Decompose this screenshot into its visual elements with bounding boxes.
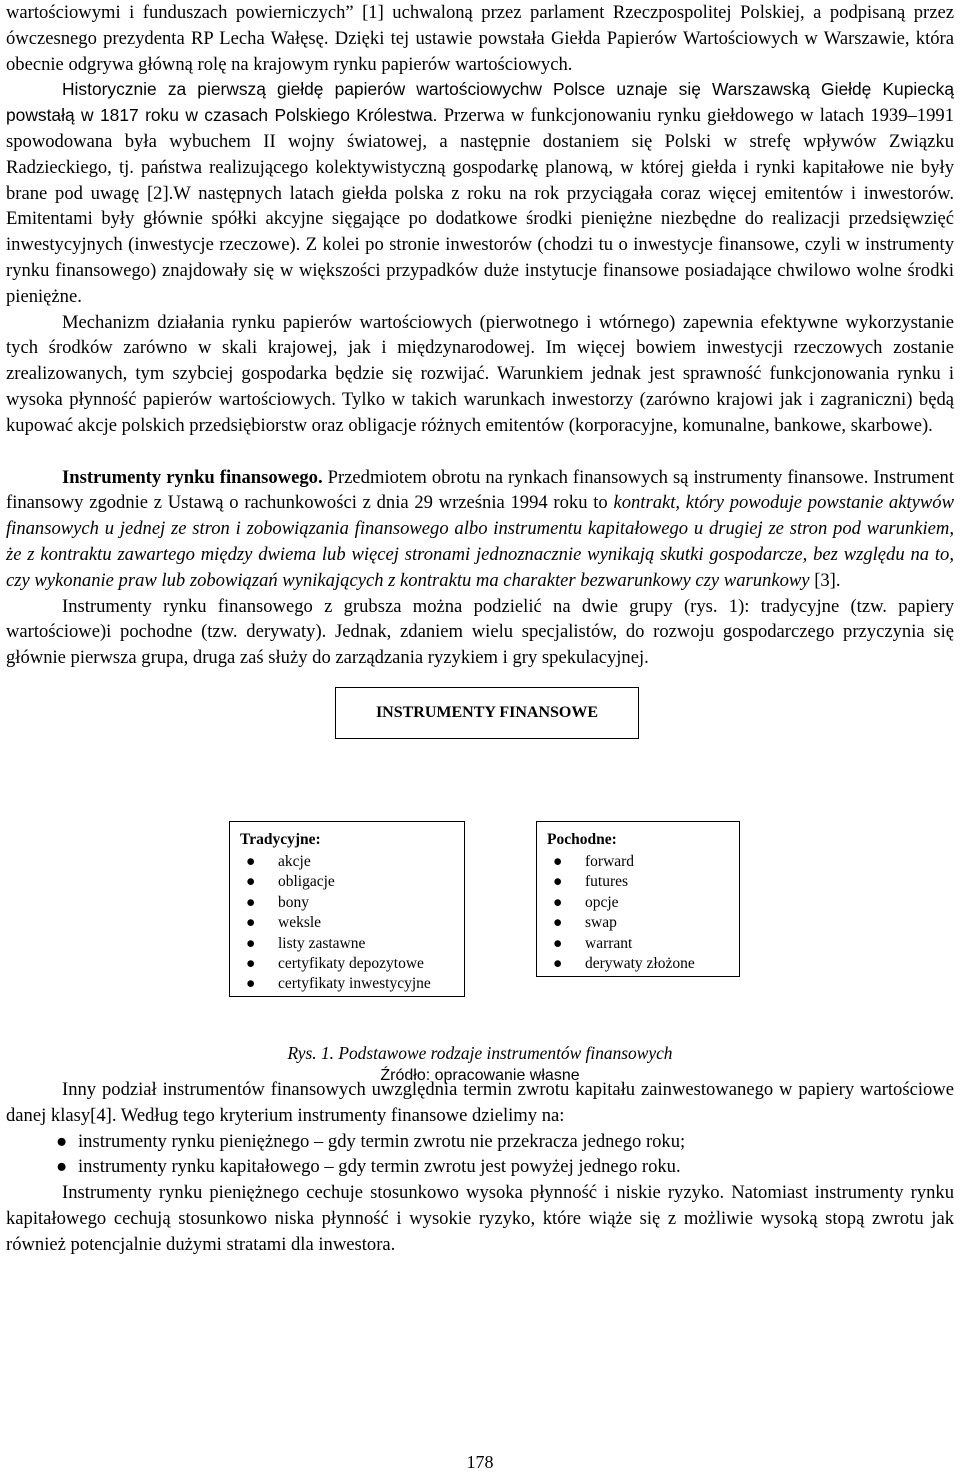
list-item: ● obligacje xyxy=(240,872,454,892)
figure-source: Źródło: opracowanie własne xyxy=(380,1066,580,1084)
figure-caption: Rys. 1. Podstawowe rodzaje instrumentów finansowych xyxy=(287,1042,673,1063)
paragraph-definition xyxy=(6,465,954,594)
list-item: ● instrumenty rynku kapitałowego – gdy termin zwrotu jest powyżej jednego roku. xyxy=(6,1154,954,1180)
definition-ref: [3]. xyxy=(809,569,841,591)
paragraph-characteristics: Instrumenty rynku pieniężnego cechuje stosunkowo wysoka płynność i niskie ryzyko. Natomiast instrumenty rynku kapitałowego cechują stosunkowo niska płynność i wysokie ryzyko, które wiąże się z możliwie wysoką stopą zwrotu jak również potencjalnie dużymi stratami dla inwestora. xyxy=(6,1182,954,1255)
paragraph-mechanism: Mechanizm działania rynku papierów wartościowych (pierwotnego i wtórnego) zapewnia efektywne wykorzystanie tych środków zarówno w skali krajowej, jak i międzynarodowej. Im więcej bowiem inwestycji rzeczowych zostanie zrealizowanych, tym szybciej gospodarka będzie się rozwijać. Warunkiem jednak jest sprawność funkcjonowania rynku i wysoka płynność papierów wartościowych. Tylko w takich warunkach inwestorzy (zarówno krajowi jak i zagraniczni) będą kupować akcje polskich przedsiębiorstw oraz obligacje różnych emitentów (korporacyjne, komunalne, bankowe, skarbowe). xyxy=(6,311,954,436)
diagram-root-box: INSTRUMENTY FINANSOWE xyxy=(335,687,639,739)
bullet-icon: ● xyxy=(553,852,563,870)
paragraph-history xyxy=(6,77,954,309)
paragraph-classification: Inny podział instrumentów finansowych uwzględnia termin zwrotu kapitału zainwestowanego w papiery wartościowe danej klasy[4]. Według tego kryterium instrumenty finansowe dzielimy na: xyxy=(6,1078,954,1126)
list-item: ● listy zastawne xyxy=(240,934,454,954)
list-item: ● warrant xyxy=(547,934,729,954)
bullet-icon: ● xyxy=(246,873,256,891)
spacer xyxy=(6,439,954,465)
bullet-icon: ● xyxy=(56,1156,68,1178)
bullet-icon: ● xyxy=(553,893,563,911)
list-item: ● swap xyxy=(547,913,729,933)
bullet-icon: ● xyxy=(553,873,563,891)
list-item: ● akcje xyxy=(240,852,454,872)
list-item: ● certyfikaty inwestycyjne xyxy=(240,974,454,994)
document-page xyxy=(6,0,954,1258)
bullet-icon: ● xyxy=(56,1130,68,1152)
diagram-derivatives-box xyxy=(536,821,740,977)
bullet-icon: ● xyxy=(553,954,563,972)
derivatives-header: Pochodne: xyxy=(547,830,617,848)
bullet-icon: ● xyxy=(246,893,256,911)
paragraph-intro: wartościowymi i funduszach powierniczych” [1] uchwaloną przez parlament Rzeczpospolitej Polskiej, a podpisaną przez ówczesnego prezydenta RP Lecha Wałęsę. Dzięki tej ustawie powstała Giełda Papierów Wartościowych w Warszawie, która obecnie odgrywa główną rolę na krajowym rynku papierów wartościowych. xyxy=(6,2,954,75)
history-continuation: Przerwa w funkcjonowaniu rynku giełdowego w latach 1939–1991 spowodowana była wybuchem II wojny światowej, a następnie dostaniem się Polski w strefę wpływów Związku Radzieckiego, tj. państwa realizującego kolektywistyczną gospodarkę planową, w której giełda i rynki kapitałowe nie były brane pod uwagę [2].W następnych latach giełda polska z roku na rok przyciągała coraz więcej emitentów i inwestorów. Emitentami były głównie spółki akcyjne sięgające po dodatkowe środki pieniężne niezbędne do realizacji przedsięwzięć inwestycyjnych (inwestycje rzeczowe). Z kolei po stronie inwestorów (chodzi tu o inwestycje finansowe, czyli w instrumenty rynku finansowego) znajdowały się w większości przypadków duże instytucje finansowe posiadające chwilowo wolne środki pieniężne. xyxy=(6,105,954,307)
list-item: ● forward xyxy=(547,852,729,872)
bullet-icon: ● xyxy=(246,934,256,952)
derivatives-list xyxy=(547,852,729,974)
bullet-icon: ● xyxy=(553,934,563,952)
bullet-icon: ● xyxy=(553,914,563,932)
definition-quote: kontrakt, który powoduje powstanie aktywów finansowych u jednej ze stron i zobowiązania finansowego albo instrumentu kapitałowego u drugiej ze stron pod warunkiem, że z kontraktu zawartego między dwiema lub więcej stronami jednoznacznie wynikają skutki gospodarcze, bez względu na to, czy wykonanie praw lub zobowiązań wynikających z kontraktu ma charakter bezwarunkowy czy warunkowy xyxy=(6,492,955,591)
list-item: ● futures xyxy=(547,872,729,892)
bullet-icon: ● xyxy=(246,852,256,870)
bullet-icon: ● xyxy=(246,914,256,932)
list-item: ● instrumenty rynku pieniężnego – gdy termin zwrotu nie przekracza jednego roku; xyxy=(6,1129,954,1155)
traditional-list xyxy=(240,852,454,995)
bullet-icon: ● xyxy=(246,954,256,972)
section-heading: Instrumenty rynku finansowego. xyxy=(62,466,323,488)
definition-lead: Przedmiotem obrotu na rynkach finansowych są instrumenty finansowe. Instrument finansowy zgodnie z Ustawą o rachunkowości z dnia 29 września 1994 roku to xyxy=(6,466,954,514)
list-item: ● bony xyxy=(240,893,454,913)
bullet-icon: ● xyxy=(246,975,256,993)
list-item: ● derywaty złożone xyxy=(547,954,729,974)
list-item: ● certyfikaty depozytowe xyxy=(240,954,454,974)
diagram-instruments xyxy=(6,687,954,1084)
traditional-header: Tradycyjne: xyxy=(240,830,321,848)
page-number: 178 xyxy=(466,1452,494,1472)
history-sentence: Historycznie za pierwszą giełdę papierów wartościowychw Polsce uznaje się Warszawską Giełdę Kupiecką powstałą w 1817 roku w czasach Polskiego Królestwa. xyxy=(6,79,954,126)
diagram-traditional-box xyxy=(229,821,465,997)
paragraph-groups: Instrumenty rynku finansowego z grubsza można podzielić na dwie grupy (rys. 1): tradycyjne (tzw. papiery wartościowe)i pochodne (tzw. derywaty). Jednak, zdaniem wielu specjalistów, do rozwoju gospodarczego przyczynia się głównie pierwsza grupa, druga zaś służy do zarządzania ryzykiem i gry spekulacyjnej. xyxy=(6,595,954,669)
list-item: ● opcje xyxy=(547,893,729,913)
classification-list xyxy=(6,1129,954,1181)
list-item: ● weksle xyxy=(240,913,454,933)
